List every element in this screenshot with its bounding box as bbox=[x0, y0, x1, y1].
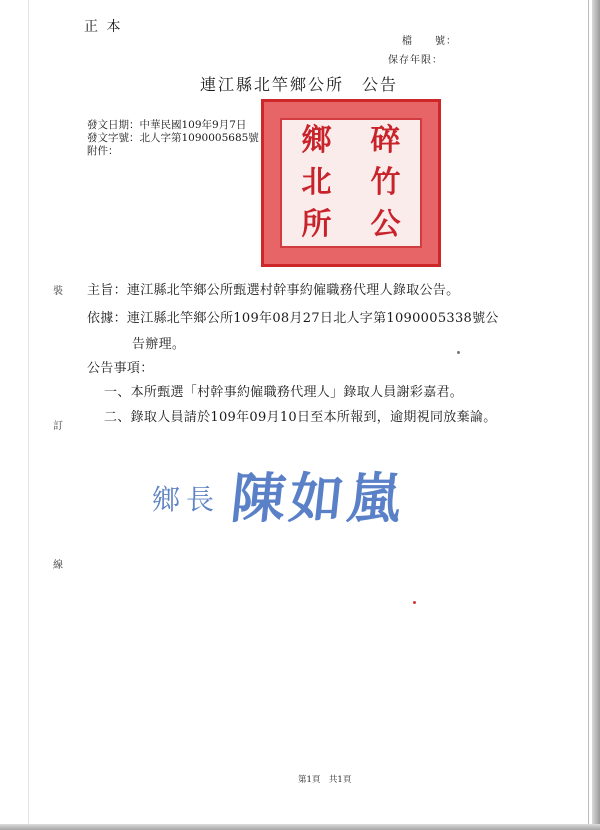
binding-line bbox=[28, 0, 29, 830]
page-footer: 第1頁 共1頁 bbox=[298, 775, 352, 785]
official-seal bbox=[261, 99, 441, 267]
seal-char: 公 bbox=[370, 207, 401, 242]
basis-line: 依據：連江縣北竿鄉公所109年08月27日北人字第1090005338號公 bbox=[87, 311, 499, 326]
seal-char: 竹 bbox=[370, 165, 401, 200]
attachment-label: 附件： bbox=[87, 145, 119, 157]
retention-label: 保存年限： bbox=[388, 55, 443, 66]
signature-name: 陳如嵐 bbox=[228, 466, 409, 530]
binding-margin-char: 裝 bbox=[53, 286, 63, 297]
announcement-item: 一、本所甄選「村幹事約僱職務代理人」錄取人員謝彩嘉君。 bbox=[104, 385, 464, 400]
document-title: 連江縣北竿鄉公所 公告 bbox=[200, 75, 399, 94]
binding-margin-char: 線 bbox=[53, 560, 63, 571]
issue-number: 發文字號：北人字第1090005685號 bbox=[87, 132, 259, 144]
page-edge-line bbox=[588, 0, 589, 830]
seal-char: 北 bbox=[301, 165, 332, 200]
announcement-items-label: 公告事項： bbox=[87, 361, 154, 376]
page-edge-shadow bbox=[592, 0, 600, 830]
binding-margin-char: 訂 bbox=[53, 421, 63, 432]
file-number-label: 檔 號： bbox=[402, 36, 457, 47]
seal-char: 所 bbox=[301, 207, 332, 242]
basis-line-continued: 告辦理。 bbox=[132, 337, 186, 352]
issue-date: 發文日期：中華民國109年9月7日 bbox=[87, 119, 247, 131]
scan-speck bbox=[457, 351, 460, 354]
signature-title: 鄉長 bbox=[152, 483, 221, 516]
copy-mark: 正 本 bbox=[84, 19, 123, 35]
seal-char: 鄉 bbox=[301, 123, 332, 158]
ink-dot bbox=[413, 601, 416, 604]
seal-char: 碎 bbox=[370, 123, 401, 158]
subject-line: 主旨：連江縣北竿鄉公所甄選村幹事約僱職務代理人錄取公告。 bbox=[87, 283, 460, 298]
seal-inner bbox=[280, 118, 422, 248]
announcement-item: 二、錄取人員請於109年09月10日至本所報到，逾期視同放棄論。 bbox=[104, 410, 497, 425]
page-bottom-shadow bbox=[0, 824, 600, 830]
